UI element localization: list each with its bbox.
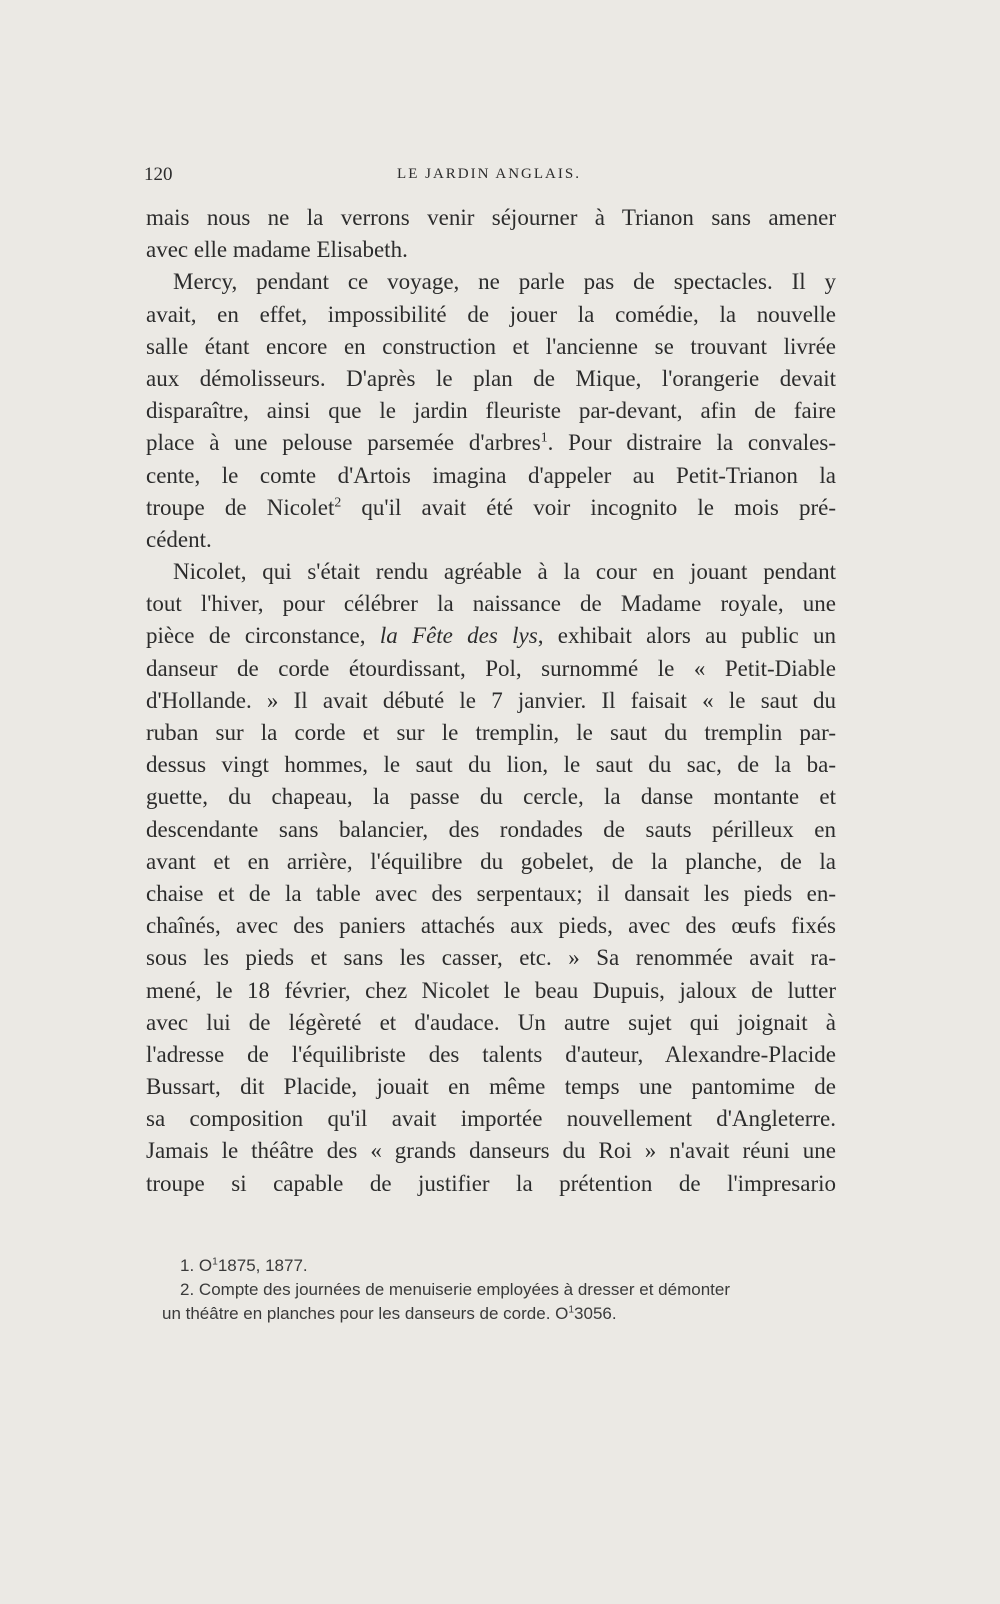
play-title: la Fête des lys: [379, 623, 538, 649]
text-line: l'adresse de l'équilibriste des talents d'auteur, Alexandre-Placide: [146, 1041, 836, 1067]
text-line: aux démolisseurs. D'après le plan de Mique, l'orangerie devait: [146, 365, 836, 391]
footnote: [162, 1254, 842, 1278]
text-line: troupe si capable de justifier la prétention de l'impresario: [146, 1170, 836, 1196]
text-line: tout l'hiver, pour célébrer la naissance de Madame royale, une: [146, 591, 836, 617]
text-line: cédent.: [146, 526, 212, 552]
text-line: avec lui de légèreté et d'audace. Un autre sujet qui joignait à: [146, 1009, 836, 1035]
footnote-continuation: [162, 1302, 842, 1326]
page-header: [144, 164, 834, 192]
footnote-text: Compte des journées de menuiserie employées à dresser et démonter: [198, 1280, 730, 1299]
footnote-text: 1875, 1877.: [217, 1256, 308, 1275]
text-line: avant et en arrière, l'équilibre du gobelet, de la planche, de la: [146, 848, 836, 874]
text-segment: qu'il avait été voir incognito le mois pré-: [341, 494, 836, 520]
text-line: danseur de corde étourdissant, Pol, surnommé le « Petit-Diable: [146, 655, 836, 681]
text-line: disparaître, ainsi que le jardin fleuriste par-devant, afin de faire: [146, 398, 836, 424]
text-line: avait, en effet, impossibilité de jouer la comédie, la nouvelle: [146, 301, 836, 327]
text-line: cente, le comte d'Artois imagina d'appeler au Petit-Trianon la: [146, 462, 836, 488]
running-title: LE JARDIN ANGLAIS.: [397, 166, 581, 182]
text-segment: , exhibait alors au public un: [537, 623, 836, 649]
text-line: Nicolet, qui s'était rendu agréable à la cour en jouant pendant: [173, 559, 836, 585]
footnote: [162, 1278, 842, 1302]
text-line: sa composition qu'il avait importée nouvellement d'Angleterre.: [146, 1106, 836, 1132]
text-line: [146, 492, 836, 524]
footnote-text: un théâtre en planches pour les danseurs de corde. O: [162, 1304, 569, 1323]
text-line: sous les pieds et sans les casser, etc. » Sa renommée avait ra-: [146, 945, 836, 971]
footnote-text: O: [198, 1256, 213, 1275]
text-segment: place à une pelouse parsemée d'arbres: [146, 430, 541, 456]
text-line: dessus vingt hommes, le saut du lion, le saut du sac, de la ba-: [146, 752, 836, 778]
text-line: chaînés, avec des paniers attachés aux pieds, avec des œufs fixés: [146, 913, 836, 939]
body-text: [146, 202, 836, 1200]
footnote-ref: 2: [334, 494, 342, 510]
text-line: [146, 620, 836, 652]
text-line: d'Hollande. » Il avait débuté le 7 janvier. Il faisait « le saut du: [146, 687, 836, 713]
text-line: salle étant encore en construction et l'ancienne se trouvant livrée: [146, 333, 836, 359]
text-segment: . Pour distraire la convales-: [547, 430, 836, 456]
text-line: Bussart, dit Placide, jouait en même temps une pantomime de: [146, 1074, 836, 1100]
text-segment: troupe de Nicolet: [146, 494, 335, 520]
footnote-ref: 1: [540, 429, 548, 445]
footnote-number: 1.: [180, 1256, 195, 1275]
footnotes: [162, 1254, 842, 1326]
text-line: mais nous ne la verrons venir séjourner à Trianon sans amener: [146, 205, 836, 230]
text-line: guette, du chapeau, la passe du cercle, la danse montante et: [146, 784, 836, 810]
text-line: chaise et de la table avec des serpentaux; il dansait les pieds en-: [146, 880, 836, 906]
footnote-sup: 1: [212, 1256, 218, 1268]
text-line: mené, le 18 février, chez Nicolet le beau Dupuis, jaloux de lutter: [146, 977, 836, 1003]
text-line: avec elle madame Elisabeth.: [146, 237, 408, 263]
text-line: ruban sur la corde et sur le tremplin, le saut du tremplin par-: [146, 720, 836, 745]
text-segment: pièce de circonstance,: [146, 623, 380, 649]
page-number: 120: [144, 164, 173, 185]
footnote-sup: 1: [568, 1304, 575, 1316]
text-line: Mercy, pendant ce voyage, ne parle pas de spectacles. Il y: [173, 269, 836, 295]
text-line: descendante sans balancier, des rondades de sauts périlleux en: [146, 816, 836, 842]
text-line: Jamais le théâtre des « grands danseurs du Roi » n'avait réuni une: [146, 1138, 836, 1164]
footnote-text: 3056.: [574, 1304, 617, 1323]
footnote-number: 2.: [180, 1280, 195, 1299]
text-line: [146, 427, 836, 459]
